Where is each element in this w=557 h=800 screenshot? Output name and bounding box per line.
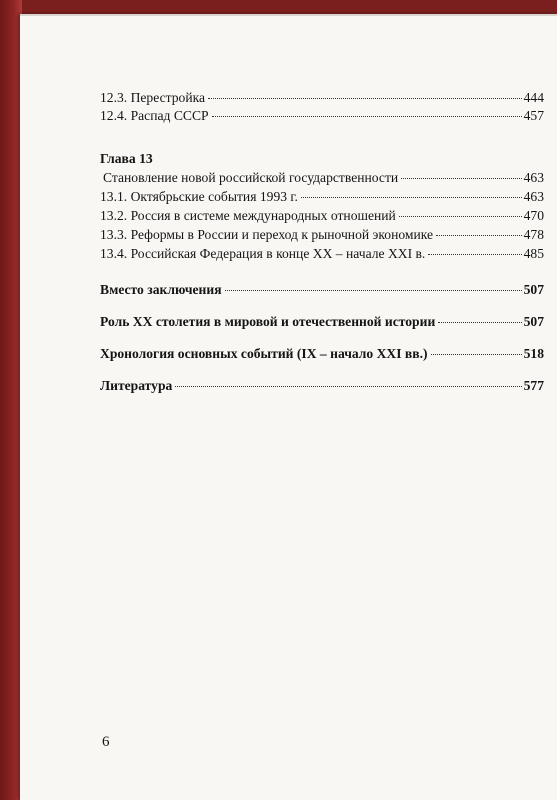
leader-dots bbox=[431, 354, 522, 355]
toc-entry-label: Становление новой российской государственности bbox=[103, 170, 399, 185]
toc-entry-12-4[interactable] bbox=[100, 108, 544, 124]
toc-entry-label: 13.4. Российская Федерация в конце XX – начале XXI в. bbox=[100, 246, 426, 261]
toc-entry-page: 507 bbox=[523, 282, 544, 297]
toc-entry-page: 444 bbox=[523, 90, 544, 105]
toc-entry-12-3[interactable] bbox=[100, 90, 544, 106]
toc-entry-page: 463 bbox=[523, 189, 544, 204]
book-cover-edge bbox=[0, 0, 22, 800]
toc-entry-page: 463 bbox=[523, 170, 544, 185]
leader-dots bbox=[212, 116, 522, 117]
toc-entry-label: 13.2. Россия в системе международных отношений bbox=[100, 208, 396, 223]
toc-entry-page: 470 bbox=[523, 208, 544, 223]
toc-entry-label: Хронология основных событий (IX – начало XXI вв.) bbox=[100, 346, 428, 361]
toc-entry-chronology[interactable] bbox=[100, 346, 544, 362]
table-of-contents bbox=[100, 90, 544, 394]
toc-entry-label: Роль XX столетия в мировой и отечественной истории bbox=[100, 314, 436, 329]
leader-dots bbox=[225, 290, 522, 291]
toc-entry-13-2[interactable] bbox=[100, 208, 544, 224]
leader-dots bbox=[428, 254, 521, 255]
toc-entry-label: 12.3. Перестройка bbox=[100, 90, 206, 105]
toc-entry-conclusion[interactable] bbox=[100, 282, 544, 298]
leader-dots bbox=[301, 197, 522, 198]
chapter-13-heading: Глава 13 bbox=[100, 151, 153, 166]
toc-entry-13-4[interactable] bbox=[100, 246, 544, 262]
toc-entry-page: 518 bbox=[523, 346, 544, 361]
leader-dots bbox=[438, 322, 521, 323]
toc-entry-page: 577 bbox=[523, 378, 544, 393]
toc-entry-label: 13.1. Октябрьские события 1993 г. bbox=[100, 189, 298, 204]
toc-entry-role-20th-century[interactable] bbox=[100, 314, 544, 330]
toc-entry-page: 478 bbox=[523, 227, 544, 242]
leader-dots bbox=[436, 235, 522, 236]
toc-entry-page: 485 bbox=[523, 246, 544, 261]
toc-entry-13-1[interactable] bbox=[100, 189, 544, 205]
toc-entry-page: 507 bbox=[523, 314, 544, 329]
leader-dots bbox=[175, 386, 521, 387]
toc-entry-page: 457 bbox=[523, 108, 544, 123]
leader-dots bbox=[401, 178, 521, 179]
toc-entry-label: 13.3. Реформы в России и переход к рыночной экономике bbox=[100, 227, 434, 242]
leader-dots bbox=[399, 216, 522, 217]
leader-dots bbox=[208, 98, 522, 99]
toc-entry-13-3[interactable] bbox=[100, 227, 544, 243]
toc-entry-label: Вместо заключения bbox=[100, 282, 222, 297]
toc-entry-chapter-13-title[interactable] bbox=[100, 170, 544, 186]
page-top-edge bbox=[20, 14, 557, 16]
toc-entry-literature[interactable] bbox=[100, 378, 544, 394]
toc-entry-label: 12.4. Распад СССР bbox=[100, 108, 209, 123]
page-number: 6 bbox=[102, 734, 110, 750]
toc-entry-label: Литература bbox=[100, 378, 173, 393]
